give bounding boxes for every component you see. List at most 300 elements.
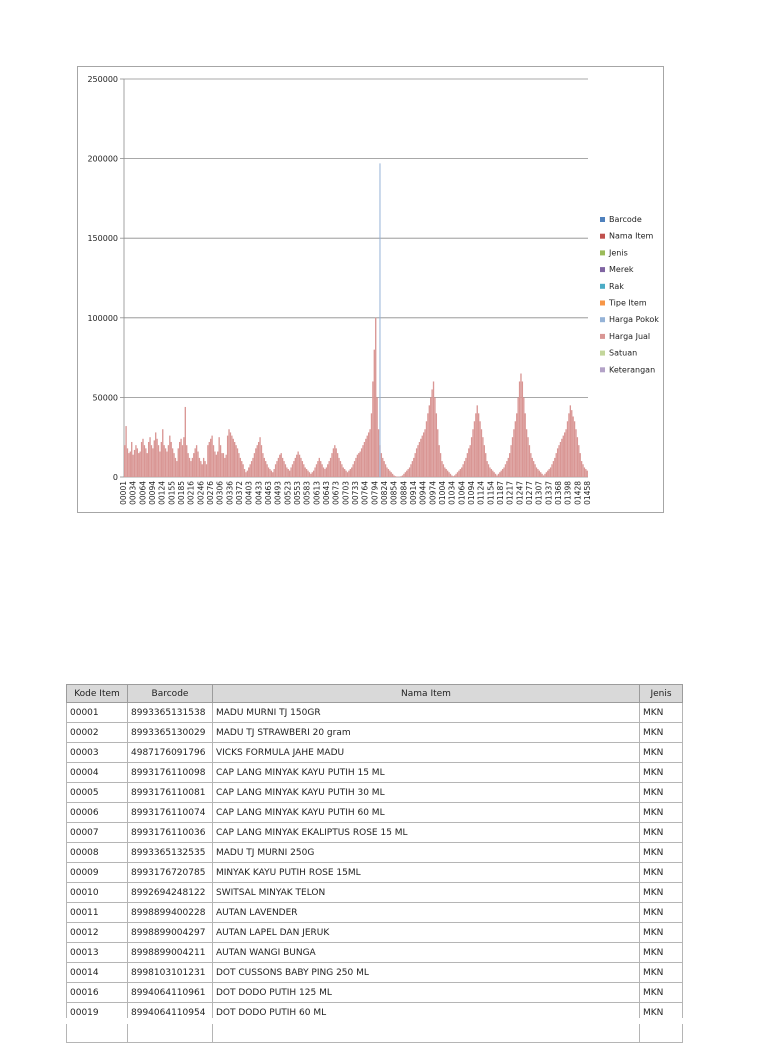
x-tick-label: 00463 (264, 481, 273, 505)
bar (453, 476, 454, 477)
bar (355, 458, 356, 477)
bar (361, 448, 362, 477)
bar (166, 452, 167, 477)
bar (378, 429, 379, 477)
bar (427, 413, 428, 477)
y-tick-label: 250000 (87, 75, 118, 84)
bar (343, 467, 344, 477)
x-tick-label: 00064 (138, 481, 147, 505)
bar (242, 464, 243, 477)
bar (255, 448, 256, 477)
bar (144, 445, 145, 477)
x-tick-label: 00216 (187, 481, 196, 505)
y-tick-label: 200000 (87, 155, 118, 164)
cell-nama-item: DOT CUSSONS BABY PING 250 ML (213, 963, 640, 983)
legend-swatch (600, 367, 605, 372)
bar (464, 461, 465, 477)
legend-label: Harga Jual (609, 332, 650, 341)
bar (137, 448, 138, 477)
cell-jenis: MKN (640, 943, 683, 963)
cell-kode-item: 00011 (67, 903, 128, 923)
legend-label: Barcode (609, 215, 642, 224)
cell-kode-item: 00010 (67, 883, 128, 903)
bar (386, 467, 387, 477)
cell-jenis: MKN (640, 963, 683, 983)
x-tick-label: 00493 (274, 481, 283, 505)
x-tick-label: 01247 (515, 481, 524, 505)
bar (372, 381, 373, 477)
bar (358, 453, 359, 477)
cell-barcode: 8993176720785 (128, 863, 213, 883)
bar (316, 464, 317, 477)
bar (533, 461, 534, 477)
x-tick-label: 00794 (370, 481, 379, 505)
bar (296, 455, 297, 477)
table-row (67, 823, 683, 843)
bar (312, 472, 313, 477)
bar (230, 432, 231, 477)
bar (434, 397, 435, 477)
x-tick-label: 00336 (225, 481, 234, 505)
bar (433, 381, 434, 477)
bar (388, 469, 389, 477)
bar (584, 467, 585, 477)
cell-kode-item: 00009 (67, 863, 128, 883)
bar (367, 436, 368, 477)
bar (471, 437, 472, 477)
legend-swatch (600, 234, 605, 239)
bar (140, 452, 141, 477)
cell-kode-item: 00013 (67, 943, 128, 963)
cell-jenis: MKN (640, 823, 683, 843)
bar (250, 464, 251, 477)
cell-kode-item: 00006 (67, 803, 128, 823)
bar (505, 464, 506, 477)
bar (499, 472, 500, 477)
bar (488, 464, 489, 477)
bar (204, 461, 205, 477)
bar (269, 469, 270, 477)
bar (424, 429, 425, 477)
bar (238, 453, 239, 477)
bar (368, 432, 369, 477)
cell-nama-item: CAP LANG MINYAK KAYU PUTIH 30 ML (213, 783, 640, 803)
cell-kode-item: 00003 (67, 743, 128, 763)
x-tick-label: 01398 (564, 481, 573, 505)
bar (132, 455, 133, 477)
bar (295, 458, 296, 477)
bar (415, 453, 416, 477)
bar (550, 467, 551, 477)
bar (341, 464, 342, 477)
table-row (67, 883, 683, 903)
cell-barcode: 8998103101231 (128, 963, 213, 983)
x-tick-label: 01368 (554, 481, 563, 505)
cell-nama-item: AUTAN LAPEL DAN JERUK (213, 923, 640, 943)
bar (187, 453, 188, 477)
legend-label: Satuan (609, 349, 637, 358)
bar (446, 469, 447, 477)
bar (391, 472, 392, 477)
bar (522, 381, 523, 477)
bar (407, 469, 408, 477)
bar (577, 437, 578, 477)
cell-kode-item (67, 1023, 128, 1043)
bar (162, 429, 163, 477)
cell-jenis: MKN (640, 803, 683, 823)
chart-container (77, 66, 664, 513)
bar (574, 421, 575, 477)
cell-nama-item: CAP LANG MINYAK KAYU PUTIH 60 ML (213, 803, 640, 823)
bar (159, 452, 160, 477)
cell-jenis: MKN (640, 983, 683, 1003)
cell-nama-item: CAP LANG MINYAK EKALIPTUS ROSE 15 ML (213, 823, 640, 843)
x-tick-label: 00613 (312, 481, 321, 505)
bar (536, 467, 537, 477)
cell-jenis: MKN (640, 843, 683, 863)
x-tick-label: 00034 (129, 481, 138, 505)
x-tick-label: 01094 (467, 481, 476, 505)
bar (429, 405, 430, 477)
cell-barcode: 8998899400228 (128, 903, 213, 923)
bar (426, 421, 427, 477)
bar (417, 445, 418, 477)
cell-barcode: 8998899004297 (128, 923, 213, 943)
bar (264, 458, 265, 477)
cell-barcode: 8993176110098 (128, 763, 213, 783)
bar (148, 442, 149, 477)
bar (529, 445, 530, 477)
x-tick-label: 00944 (419, 481, 428, 505)
bar (482, 437, 483, 477)
x-tick-label: 00246 (196, 481, 205, 505)
x-tick-label: 00155 (167, 481, 176, 505)
bar (381, 453, 382, 477)
bar (152, 448, 153, 477)
table-header-row (67, 685, 683, 703)
legend-swatch (600, 217, 605, 222)
bar (547, 471, 548, 477)
bar (307, 471, 308, 477)
table-row (67, 903, 683, 923)
bar (561, 439, 562, 477)
legend-swatch (600, 267, 605, 272)
cell-kode-item: 00005 (67, 783, 128, 803)
table-row (67, 963, 683, 983)
bar (405, 472, 406, 477)
bar (285, 464, 286, 477)
bar (585, 469, 586, 477)
bar (375, 318, 376, 477)
bar (572, 417, 573, 478)
x-tick-label: 00703 (341, 481, 350, 505)
table-row (67, 743, 683, 763)
bar (409, 467, 410, 477)
bar (477, 405, 478, 477)
bar (337, 453, 338, 477)
bar (348, 471, 349, 477)
bar (494, 472, 495, 477)
bar (385, 464, 386, 477)
bar (211, 436, 212, 477)
bar (543, 475, 544, 477)
bar (486, 461, 487, 477)
bar (314, 467, 315, 477)
bar (571, 410, 572, 477)
bar (498, 474, 499, 477)
bar (252, 458, 253, 477)
x-tick-label: 00974 (428, 481, 437, 505)
bar (527, 437, 528, 477)
table-body (67, 703, 683, 1043)
bar (491, 469, 492, 477)
bar (560, 442, 561, 477)
bar (496, 475, 497, 477)
cell-kode-item: 00007 (67, 823, 128, 843)
bar (130, 452, 131, 477)
bar (420, 439, 421, 477)
bar (423, 432, 424, 477)
bar (395, 476, 396, 477)
bar (393, 475, 394, 477)
bar (223, 453, 224, 477)
x-tick-label: 00433 (254, 481, 263, 505)
bar (231, 436, 232, 477)
bar (173, 453, 174, 477)
bar (248, 467, 249, 477)
bar (412, 461, 413, 477)
x-tick-label: 00643 (322, 481, 331, 505)
bar (472, 429, 473, 477)
bar (475, 413, 476, 477)
bar (259, 437, 260, 477)
x-tick-label: 01124 (477, 481, 486, 505)
bar (234, 442, 235, 477)
cell-kode-item: 00012 (67, 923, 128, 943)
bar (171, 442, 172, 477)
bar (206, 464, 207, 477)
table-row (67, 703, 683, 723)
x-tick-label: 00372 (235, 481, 244, 505)
bar (344, 469, 345, 477)
item-table (66, 684, 683, 1043)
cell-barcode: 8993176110074 (128, 803, 213, 823)
bar (495, 474, 496, 477)
x-tick-label: 00276 (206, 481, 215, 505)
bar (384, 461, 385, 477)
cell-nama-item: MADU MURNI TJ 150GR (213, 703, 640, 723)
legend-swatch (600, 301, 605, 306)
bar (282, 458, 283, 477)
x-tick-label: 01064 (457, 481, 466, 505)
bar (470, 445, 471, 477)
bar (461, 467, 462, 477)
cell-jenis: MKN (640, 923, 683, 943)
bar (587, 471, 588, 477)
bar (237, 448, 238, 477)
bar (481, 429, 482, 477)
bar (281, 453, 282, 477)
bar (553, 461, 554, 477)
bar (297, 452, 298, 477)
bar (347, 472, 348, 477)
bar (333, 448, 334, 477)
cell-nama-item: AUTAN WANGI BUNGA (213, 943, 640, 963)
bar (320, 461, 321, 477)
table-row (67, 923, 683, 943)
bar (467, 453, 468, 477)
bar (513, 429, 514, 477)
bar (161, 442, 162, 477)
x-tick-label: 00764 (361, 481, 370, 505)
bar (214, 452, 215, 477)
bar (371, 413, 372, 477)
cell-barcode (128, 1023, 213, 1043)
cell-jenis: MKN (640, 763, 683, 783)
bar (392, 474, 393, 477)
bar (444, 467, 445, 477)
bar (525, 413, 526, 477)
bar (183, 437, 184, 477)
bar (288, 469, 289, 477)
bar (460, 469, 461, 477)
bar (272, 472, 273, 477)
bar (532, 458, 533, 477)
bar (474, 421, 475, 477)
bar (218, 437, 219, 477)
bar (254, 453, 255, 477)
bar (158, 445, 159, 477)
bar (196, 445, 197, 477)
x-tick-label: 00306 (216, 481, 225, 505)
cell-kode-item: 00008 (67, 843, 128, 863)
bar (448, 472, 449, 477)
bar (564, 432, 565, 477)
bar (410, 464, 411, 477)
bar (128, 453, 129, 477)
legend-label: Keterangan (609, 365, 655, 374)
bar (192, 458, 193, 477)
cell-nama-item: SWITSAL MINYAK TELON (213, 883, 640, 903)
bar (450, 474, 451, 477)
bar (200, 461, 201, 477)
bar (228, 429, 229, 477)
bar (565, 429, 566, 477)
cell-jenis: MKN (640, 743, 683, 763)
bar (365, 439, 366, 477)
bar (516, 413, 517, 477)
table-row (67, 803, 683, 823)
bar (207, 445, 208, 477)
bar (210, 439, 211, 477)
bar (275, 464, 276, 477)
bar (124, 445, 125, 477)
bar (458, 471, 459, 477)
x-tick-label: 01187 (496, 481, 505, 505)
bar (517, 397, 518, 477)
bar (163, 445, 164, 477)
bar (293, 461, 294, 477)
bar (274, 469, 275, 477)
bar (278, 458, 279, 477)
x-tick-label: 00001 (119, 481, 128, 505)
cell-nama-item (213, 1023, 640, 1043)
bar (540, 472, 541, 477)
bar (554, 458, 555, 477)
bar (580, 453, 581, 477)
bar (145, 448, 146, 477)
bar (247, 471, 248, 477)
bar (240, 458, 241, 477)
x-tick-label: 01277 (525, 481, 534, 505)
bar (526, 429, 527, 477)
bar (489, 467, 490, 477)
bar (176, 461, 177, 477)
bar (149, 437, 150, 477)
bar (302, 461, 303, 477)
x-tick-label: 00403 (245, 481, 254, 505)
bar (147, 453, 148, 477)
legend-swatch (600, 317, 605, 322)
bar (292, 464, 293, 477)
bar (209, 442, 210, 477)
bar (338, 458, 339, 477)
cell-barcode: 8994064110961 (128, 983, 213, 1003)
y-tick-label: 150000 (87, 234, 118, 243)
bar (530, 453, 531, 477)
bar (484, 445, 485, 477)
x-tick-label: 01428 (573, 481, 582, 505)
bar (440, 453, 441, 477)
bar (306, 469, 307, 477)
bar (479, 421, 480, 477)
bar (443, 464, 444, 477)
bar (313, 471, 314, 477)
bar (519, 381, 520, 477)
bar (224, 458, 225, 477)
x-tick-label: 00553 (293, 481, 302, 505)
bar (478, 413, 479, 477)
bar (454, 475, 455, 477)
bar (189, 458, 190, 477)
bar (501, 471, 502, 477)
x-tick-label: 01034 (448, 481, 457, 505)
cell-jenis: MKN (640, 723, 683, 743)
bar (360, 452, 361, 477)
cell-jenis: MKN (640, 863, 683, 883)
cell-barcode: 8993365132535 (128, 843, 213, 863)
x-tick-label: 00094 (148, 481, 157, 505)
bar (319, 458, 320, 477)
bar (235, 445, 236, 477)
bar (271, 471, 272, 477)
bar (413, 458, 414, 477)
bar (331, 453, 332, 477)
cell-barcode: 8994064110954 (128, 1003, 213, 1023)
x-tick-label: 01154 (486, 481, 495, 505)
cell-barcode: 8993176110036 (128, 823, 213, 843)
bar (226, 455, 227, 477)
x-tick-label: 00824 (380, 481, 389, 505)
bar (374, 350, 375, 477)
bar (402, 475, 403, 477)
cell-nama-item: VICKS FORMULA JAHE MADU (213, 743, 640, 763)
x-tick-label: 01307 (535, 481, 544, 505)
bar (330, 458, 331, 477)
x-tick-label: 01458 (583, 481, 592, 505)
bar (233, 439, 234, 477)
cell-nama-item: MADU TJ STRAWBERI 20 gram (213, 723, 640, 743)
